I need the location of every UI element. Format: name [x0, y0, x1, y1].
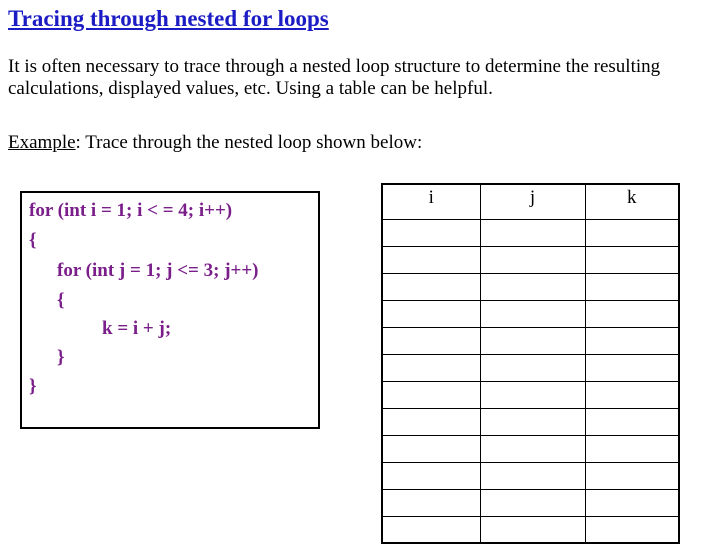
- table-cell-i: [382, 489, 480, 516]
- table-cell-j: [480, 327, 585, 354]
- example-line: [8, 132, 422, 154]
- table-cell-j: [480, 354, 585, 381]
- table-cell-i: [382, 408, 480, 435]
- table-cell-k: [585, 435, 679, 462]
- table-row: [382, 381, 679, 408]
- table-cell-i: [382, 246, 480, 273]
- table-cell-j: [480, 246, 585, 273]
- example-label: Example: [8, 132, 76, 153]
- intro-paragraph: It is often necessary to trace through a nested loop structure to determine the resulting calculations, displayed values, etc. Using a table can be helpful.: [8, 56, 661, 99]
- table-cell-i: [382, 354, 480, 381]
- trace-table-body: [382, 219, 679, 543]
- code-line-outer-open-brace: {: [29, 230, 37, 251]
- table-cell-i: [382, 327, 480, 354]
- code-line-outer-for: for (int i = 1; i < = 4; i++): [29, 200, 233, 221]
- code-line-inner-open-brace: {: [57, 290, 65, 311]
- table-cell-j: [480, 489, 585, 516]
- code-box: [20, 191, 320, 429]
- table-row: [382, 300, 679, 327]
- table-cell-i: [382, 381, 480, 408]
- code-line-assignment: k = i + j;: [102, 318, 172, 339]
- example-text: : Trace through the nested loop shown below:: [75, 132, 423, 153]
- table-row: [382, 354, 679, 381]
- table-cell-k: [585, 354, 679, 381]
- table-cell-k: [585, 300, 679, 327]
- table-cell-i: [382, 273, 480, 300]
- table-row: [382, 408, 679, 435]
- table-cell-j: [480, 381, 585, 408]
- table-cell-j: [480, 408, 585, 435]
- table-cell-k: [585, 273, 679, 300]
- table-cell-j: [480, 435, 585, 462]
- table-row: [382, 219, 679, 246]
- header-i: i: [382, 184, 480, 219]
- table-row: [382, 516, 679, 543]
- table-cell-k: [585, 381, 679, 408]
- header-j: j: [480, 184, 585, 219]
- table-cell-k: [585, 516, 679, 543]
- table-row: [382, 462, 679, 489]
- code-line-inner-close-brace: }: [57, 347, 65, 368]
- table-row: [382, 327, 679, 354]
- table-cell-k: [585, 246, 679, 273]
- trace-table-header-row: [382, 184, 679, 219]
- table-cell-i: [382, 462, 480, 489]
- table-row: [382, 435, 679, 462]
- page-title: Tracing through nested for loops: [8, 6, 329, 31]
- table-row: [382, 246, 679, 273]
- table-cell-i: [382, 516, 480, 543]
- table-cell-j: [480, 462, 585, 489]
- table-cell-j: [480, 273, 585, 300]
- table-cell-i: [382, 300, 480, 327]
- table-cell-j: [480, 219, 585, 246]
- code-line-outer-close-brace: }: [29, 376, 37, 397]
- table-row: [382, 489, 679, 516]
- code-line-inner-for: for (int j = 1; j <= 3; j++): [57, 260, 259, 281]
- table-cell-k: [585, 462, 679, 489]
- trace-table: [381, 183, 680, 544]
- table-cell-i: [382, 219, 480, 246]
- table-cell-i: [382, 435, 480, 462]
- table-cell-k: [585, 219, 679, 246]
- table-cell-j: [480, 516, 585, 543]
- table-row: [382, 273, 679, 300]
- table-cell-j: [480, 300, 585, 327]
- header-k: k: [585, 184, 679, 219]
- table-cell-k: [585, 408, 679, 435]
- table-cell-k: [585, 489, 679, 516]
- table-cell-k: [585, 327, 679, 354]
